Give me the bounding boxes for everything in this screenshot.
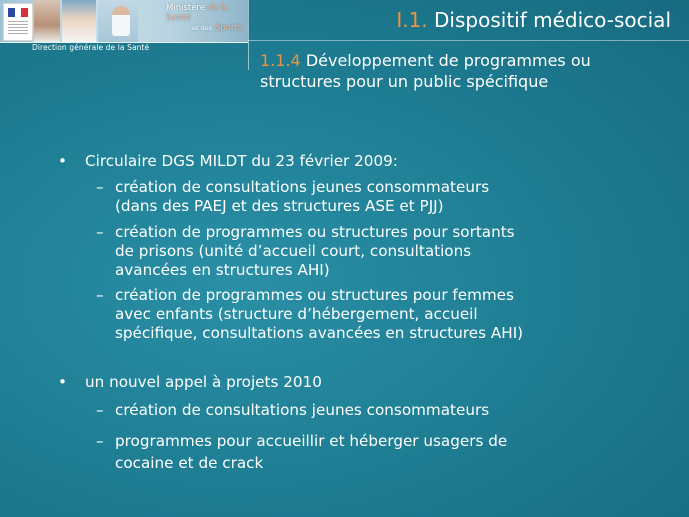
tricolor-flag-icon <box>8 8 28 17</box>
sub-item-line: – création de consultations jeunes consommateurs <box>115 178 490 196</box>
ministry-name <box>166 3 246 33</box>
emblem-text-lines <box>8 21 28 35</box>
slide-title <box>396 8 671 32</box>
sub-item-femmes-enfants <box>58 286 678 343</box>
sub-item-line: – programmes pour accueillir et héberger usagers de <box>115 432 508 450</box>
header-vertical-divider <box>248 0 249 70</box>
direction-label: Direction générale de la Santé <box>32 43 150 52</box>
sub-item-line: de prisons (unité d’accueil court, consultations <box>115 242 472 260</box>
sub-item-consultations-jeunes <box>58 178 678 216</box>
sub-item-line: – création de programmes ou structures pour femmes <box>115 286 514 304</box>
banner-photo-portrait <box>34 0 60 42</box>
sub-item-line: avec enfants (structure d’hébergement, accueil <box>115 305 478 323</box>
sub-item-sortants-prisons <box>58 223 678 280</box>
sub-item-line: cocaine et de crack <box>115 454 264 472</box>
banner-photo-doctor <box>62 0 96 42</box>
sub-item-line: (dans des PAEJ et des structures ASE et PJJ) <box>115 197 444 215</box>
slide-content <box>58 151 678 474</box>
banner-photo-athlete <box>98 0 138 42</box>
ministry-line1-b: de la Santé <box>166 3 229 23</box>
sub-item-consultations-jeunes-2010 <box>58 401 678 420</box>
slide-title-text: Dispositif médico-social <box>434 8 671 32</box>
republique-francaise-logo <box>3 3 33 41</box>
header-banner <box>0 0 248 43</box>
athlete-figure <box>112 6 130 36</box>
bullet-circulaire: • Circulaire DGS MILDT du 23 février 2009: <box>58 151 678 171</box>
slide-title-number: I.1. <box>396 8 428 32</box>
sub-item-cocaine-crack <box>58 430 678 474</box>
sub-item-line: avancées en structures AHI) <box>115 261 330 279</box>
subtitle-line2: structures pour un public spécifique <box>260 72 549 91</box>
sub-item-line: spécifique, consultations avancées en structures AHI) <box>115 324 524 342</box>
subtitle-number: 1.1.4 <box>260 51 301 70</box>
ministry-line1-a: Ministère <box>166 3 205 13</box>
bullet-appel-projets: • un nouvel appel à projets 2010 <box>58 372 678 392</box>
header-horizontal-divider <box>248 40 689 41</box>
ministry-line2-a: et des <box>192 24 213 32</box>
sub-item-line: – création de programmes ou structures pour sortants <box>115 223 515 241</box>
ministry-line2-b: Sports <box>214 23 243 33</box>
sub-item-line: – création de consultations jeunes consommateurs <box>115 401 490 419</box>
slide-subtitle <box>260 50 680 92</box>
subtitle-line1: Développement de programmes ou <box>305 51 591 70</box>
